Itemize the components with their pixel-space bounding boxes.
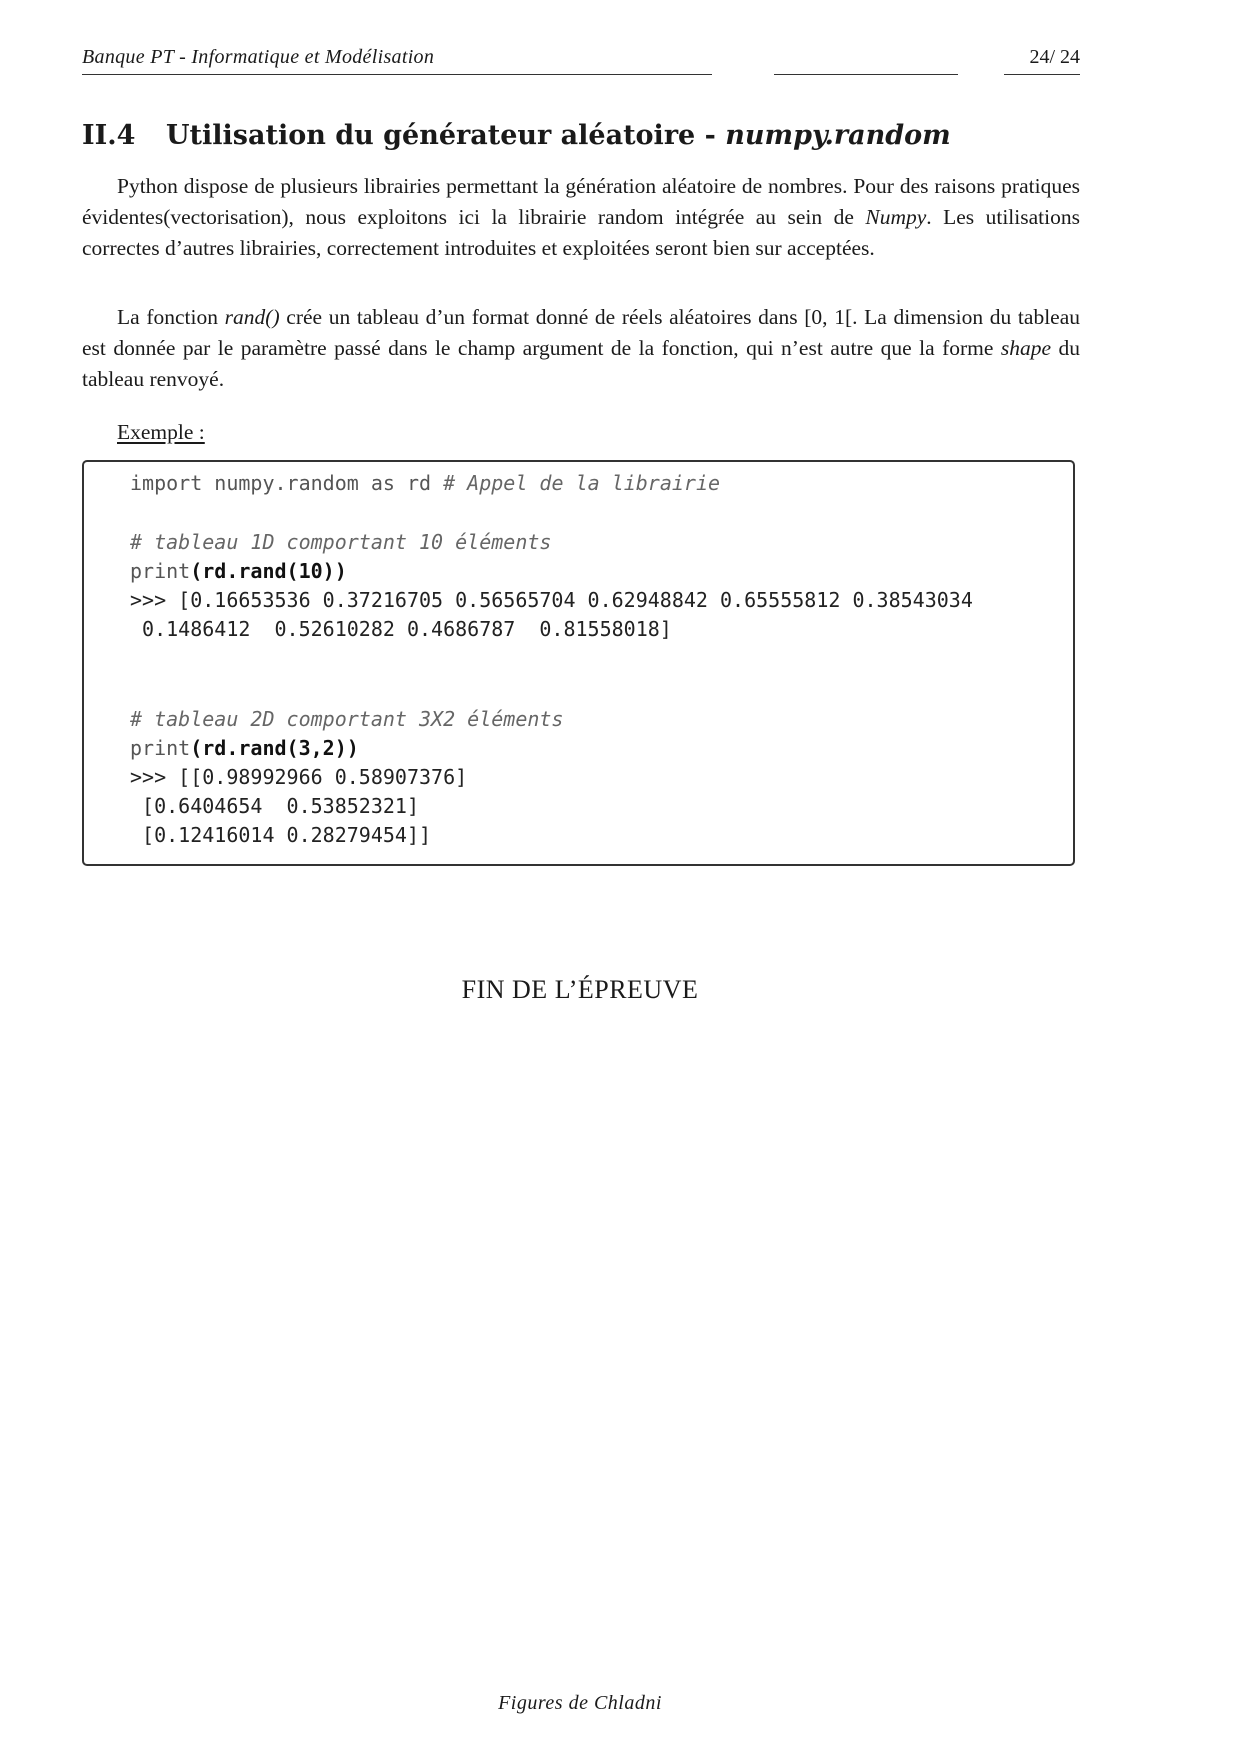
code-text: import numpy.random as rd [130, 471, 444, 495]
header-divider [82, 74, 712, 75]
code-text: (rd.rand(10)) [190, 559, 347, 583]
code-keyword: print [130, 559, 191, 583]
code-output-1d: >>> [0.16653536 0.37216705 0.56565704 0.62948842 0.65555812 0.38543034 [130, 588, 973, 612]
code-line-import [130, 471, 720, 495]
code-line-print-2d [130, 736, 359, 760]
header-divider [774, 74, 958, 75]
section-heading [82, 120, 1082, 151]
code-line-print-1d [130, 559, 347, 583]
intro-paragraph-text: Python dispose de plusieurs librairies permettant la génération aléatoire de nombres. Pour des raisons pratiques évidentes(vectorisation), nous exploitons ici la librairie random intégrée au sein de [82, 174, 1080, 229]
code-comment-1d: # tableau 1D comportant 10 éléments [130, 530, 552, 554]
intro-paragraph [82, 171, 1080, 264]
code-output-1d: 0.1486412 0.52610282 0.4686787 0.81558018] [130, 617, 672, 641]
code-output-2d: >>> [[0.98992966 0.58907376] [130, 765, 468, 789]
code-keyword: print [130, 736, 191, 760]
code-output-2d: [0.12416014 0.28279454]] [130, 823, 432, 847]
code-text: (rd.rand(3,2)) [190, 736, 359, 760]
code-block [82, 460, 1075, 866]
code-comment: # Appel de la librairie [443, 471, 721, 495]
header-divider [1004, 74, 1080, 75]
code-output-2d: [0.6404654 0.53852321] [130, 794, 419, 818]
intro-paragraph-text: . Les utilisations correctes d’autres librairies, correctement introduites et exploitées seront bien sur acceptées. [82, 205, 1080, 260]
rand-paragraph-text: La fonction [117, 305, 225, 329]
header-left-title: Banque PT - Informatique et Modélisation [82, 46, 435, 68]
intro-paragraph-emphasis: Numpy [865, 205, 927, 229]
rand-paragraph [82, 302, 1080, 395]
rand-paragraph-emphasis: rand() [224, 305, 280, 329]
example-label: Exemple : [117, 420, 205, 444]
section-title-text: Utilisation du générateur aléatoire - [166, 120, 726, 151]
end-of-exam-text: FIN DE L’ÉPREUVE [461, 975, 699, 1004]
section-title-emphasis: numpy.random [725, 120, 951, 151]
code-comment-2d: # tableau 2D comportant 3X2 éléments [130, 707, 564, 731]
footer-title: Figures de Chladni [498, 1692, 662, 1714]
rand-paragraph-emphasis: shape [1000, 336, 1052, 360]
rand-paragraph-text: crée un tableau d’un format donné de réels aléatoires dans [0, 1[. La dimension du tableau est donnée par le paramètre passé dans le champ argument de la fonction, qui n’est autre que la forme [82, 305, 1080, 360]
rand-paragraph-text: du tableau renvoyé. [82, 336, 1080, 391]
page-number: 24/ 24 [1029, 46, 1080, 68]
section-number: II.4 [82, 120, 136, 151]
